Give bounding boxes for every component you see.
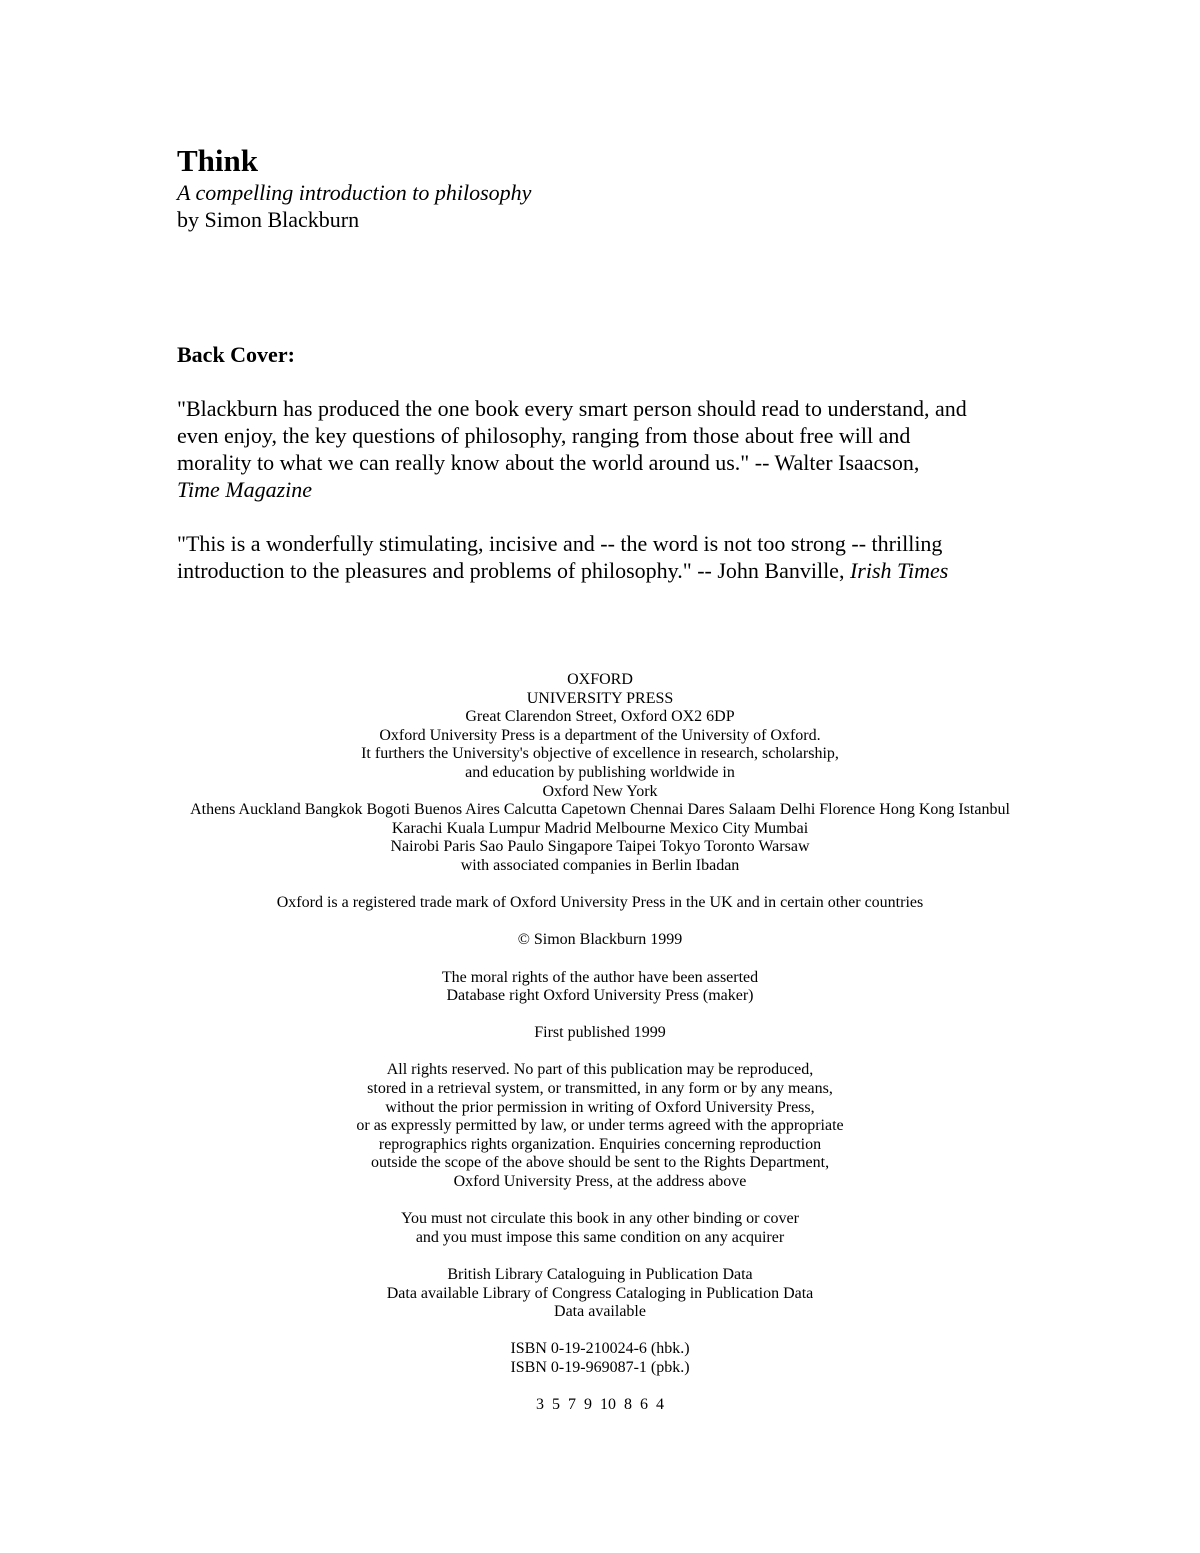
back-cover-quotes [177, 395, 1030, 584]
imprint-line: or as expressly permitted by law, or under terms agreed with the appropriate [356, 1117, 844, 1135]
quote-line [177, 557, 1030, 584]
imprint-line: Database right Oxford University Press (maker) [446, 987, 754, 1005]
imprint-line: Data available Library of Congress Cataloging in Publication Data [386, 1284, 814, 1302]
imprint-line: stored in a retrieval system, or transmitted, in any form or by any means, [367, 1080, 833, 1098]
quote-john-banville [177, 530, 1030, 584]
imprint-group [0, 969, 1200, 1006]
quote-text: introduction to the pleasures and problems of philosophy." -- John Banville, [177, 558, 850, 583]
imprint-line: ISBN 0-19-969087-1 (pbk.) [510, 1358, 690, 1376]
imprint-line: It furthers the University's objective of excellence in research, scholarship, [361, 745, 839, 763]
imprint-line: Oxford University Press, at the address above [453, 1173, 747, 1191]
imprint-line: 3 5 7 9 10 8 6 4 [536, 1396, 664, 1414]
imprint-line: Great Clarendon Street, Oxford OX2 6DP [465, 708, 735, 726]
imprint-line: You must not circulate this book in any other binding or cover [401, 1210, 799, 1228]
imprint-line: Oxford University Press is a department of the University of Oxford. [379, 726, 821, 744]
quote-line [177, 422, 1030, 449]
imprint-group [0, 1266, 1200, 1322]
imprint-group [0, 1061, 1200, 1191]
imprint-line: Oxford New York [542, 782, 658, 800]
imprint-group [0, 1340, 1200, 1377]
imprint-block [0, 671, 1200, 1415]
imprint-group [0, 1210, 1200, 1247]
imprint-line: Athens Auckland Bangkok Bogoti Buenos Aires Calcutta Capetown Chennai Dares Salaam Delhi Florence Hong Kong Istanbul [190, 801, 1010, 819]
quote-text: morality to what we can really know about the world around us." -- Walter Isaacson, [177, 450, 920, 475]
quote-text: even enjoy, the key questions of philosophy, ranging from those about free will and [177, 423, 911, 448]
imprint-line: OXFORD [567, 671, 633, 688]
imprint-line: and education by publishing worldwide in [465, 763, 735, 781]
imprint-line: Data available [554, 1303, 646, 1321]
quote-walter-isaacson [177, 395, 1030, 503]
imprint-line: © Simon Blackburn 1999 [517, 931, 683, 949]
imprint-line: without the prior permission in writing of Oxford University Press, [385, 1098, 815, 1116]
quote-line [177, 449, 1030, 476]
imprint-line: UNIVERSITY PRESS [526, 689, 674, 707]
quote-line [177, 476, 1030, 503]
quote-line [177, 530, 1030, 557]
imprint-line: Oxford is a registered trade mark of Oxford University Press in the UK and in certain other countries [276, 894, 924, 912]
imprint-line: ISBN 0-19-210024-6 (hbk.) [510, 1340, 690, 1358]
imprint-line: outside the scope of the above should be sent to the Rights Department, [370, 1154, 830, 1172]
imprint-line: The moral rights of the author have been asserted [441, 968, 759, 986]
imprint-group [0, 671, 1200, 876]
back-cover-heading: Back Cover: [177, 342, 295, 367]
imprint-line: reprographics rights organization. Enquiries concerning reproduction [378, 1135, 822, 1153]
quote-text: "This is a wonderfully stimulating, incisive and -- the word is not too strong -- thrilling [177, 531, 943, 556]
imprint-group [0, 894, 1200, 913]
quote-line [177, 395, 1030, 422]
imprint-line: British Library Cataloguing in Publication Data [447, 1266, 753, 1283]
imprint-line: First published 1999 [534, 1024, 666, 1042]
imprint-line: All rights reserved. No part of this publication may be reproduced, [386, 1061, 814, 1079]
quote-text: "Blackburn has produced the one book every smart person should read to understand, and [177, 396, 967, 421]
quote-source-italic: Irish Times [849, 558, 949, 583]
book-subtitle: A compelling introduction to philosophy [177, 180, 532, 205]
imprint-line: Karachi Kuala Lumpur Madrid Melbourne Mexico City Mumbai [391, 819, 809, 837]
imprint-group [0, 1024, 1200, 1043]
imprint-line: and you must impose this same condition on any acquirer [415, 1228, 785, 1246]
book-author: by Simon Blackburn [177, 207, 360, 232]
quote-source-italic: Time Magazine [177, 477, 313, 502]
imprint-line: with associated companies in Berlin Ibadan [460, 856, 740, 874]
book-title: Think [177, 143, 259, 178]
imprint-group [0, 1396, 1200, 1415]
imprint-group [0, 931, 1200, 950]
imprint-line: Nairobi Paris Sao Paulo Singapore Taipei Tokyo Toronto Warsaw [390, 838, 810, 856]
left-column [177, 143, 1030, 584]
